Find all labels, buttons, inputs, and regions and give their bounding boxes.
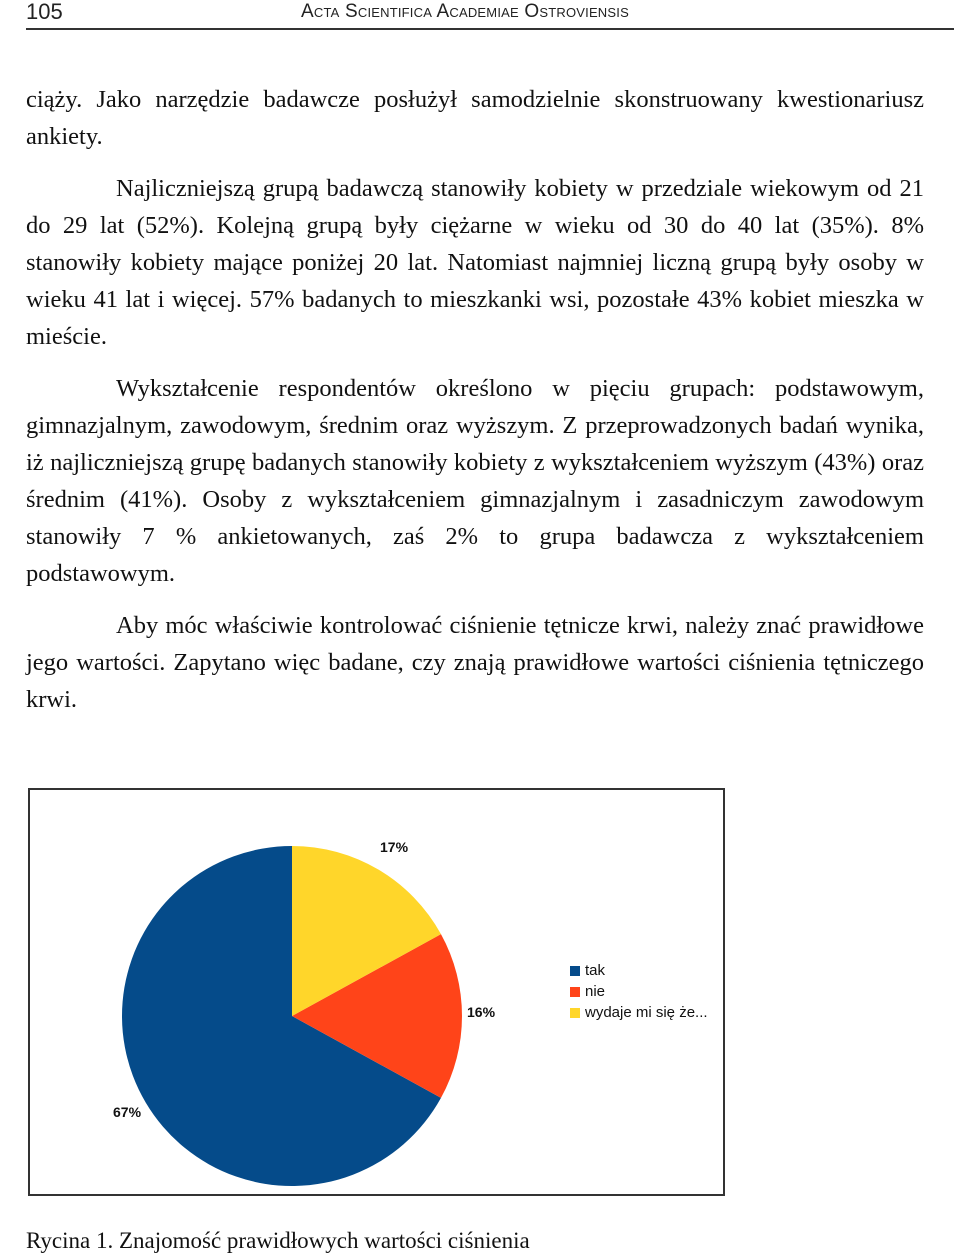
paragraph-text: ciąży. Jako narzędzie badawcze posłużył samodzielnie skonstruowany kwestionariusz ankiety. <box>26 86 924 150</box>
paragraph-text: Wykształcenie respondentów określono w pięciu grupach: podstawowym, gimnazjalnym, zawodowym, średnim oraz wyższym. Z przeprowadzonych badań wynika, iż najliczniejszą grupę badanych stanowiły kobiety z wykształceniem wyższym (43%) oraz średnim (41%). Osoby z wykształceniem gimnazjalnym i zasadniczym zawodowym stanowiły 7 % ankietowanych, zaś 2% to grupa badawcza z wykształceniem podstawowym. <box>26 375 924 587</box>
paragraph-2 <box>26 170 924 355</box>
legend-item-nie <box>570 981 708 1002</box>
paragraph-text: Najliczniejszą grupą badawczą stanowiły kobiety w przedziale wiekowym od 21 do 29 lat (52%). Kolejną grupą były ciężarne w wieku od 30 do 40 lat (35%). 8% stanowiły kobiety mające poniżej 20 lat. Natomiast najmniej liczną grupą były osoby w wieku 41 lat i więcej. 57% badanych to mieszkanki wsi, pozostałe 43% kobiet mieszka w mieście. <box>26 175 924 350</box>
legend-item-wydaje <box>570 1002 708 1023</box>
paragraph-text: Aby móc właściwie kontrolować ciśnienie tętnicze krwi, należy znać prawidłowe jego wartości. Zapytano więc badane, czy znają prawidłowe wartości ciśnienia tętniczego krwi. <box>26 612 924 713</box>
pie-chart <box>28 788 725 1196</box>
legend-item-tak <box>570 960 708 981</box>
legend-label: wydaje mi się że... <box>585 1004 708 1021</box>
figure-caption: Rycina 1. Znajomość prawidłowych wartości ciśnienia <box>26 1228 530 1253</box>
legend-label: tak <box>585 962 606 979</box>
page-number: 105 <box>26 0 63 24</box>
page-header <box>26 0 954 30</box>
chart-legend <box>570 960 708 1023</box>
slice-label-nie: 16% <box>467 1004 496 1020</box>
legend-swatch <box>570 1008 580 1018</box>
slice-label-tak: 67% <box>113 1104 142 1120</box>
legend-swatch <box>570 966 580 976</box>
paragraph-4 <box>26 607 924 718</box>
legend-swatch <box>570 987 580 997</box>
paragraph-3 <box>26 370 924 592</box>
paragraph-1 <box>26 81 924 155</box>
journal-title: Acta Scientifica Academiae Ostroviensis <box>301 1 629 22</box>
slice-label-wydaje: 17% <box>380 839 409 855</box>
legend-label: nie <box>585 983 606 1000</box>
